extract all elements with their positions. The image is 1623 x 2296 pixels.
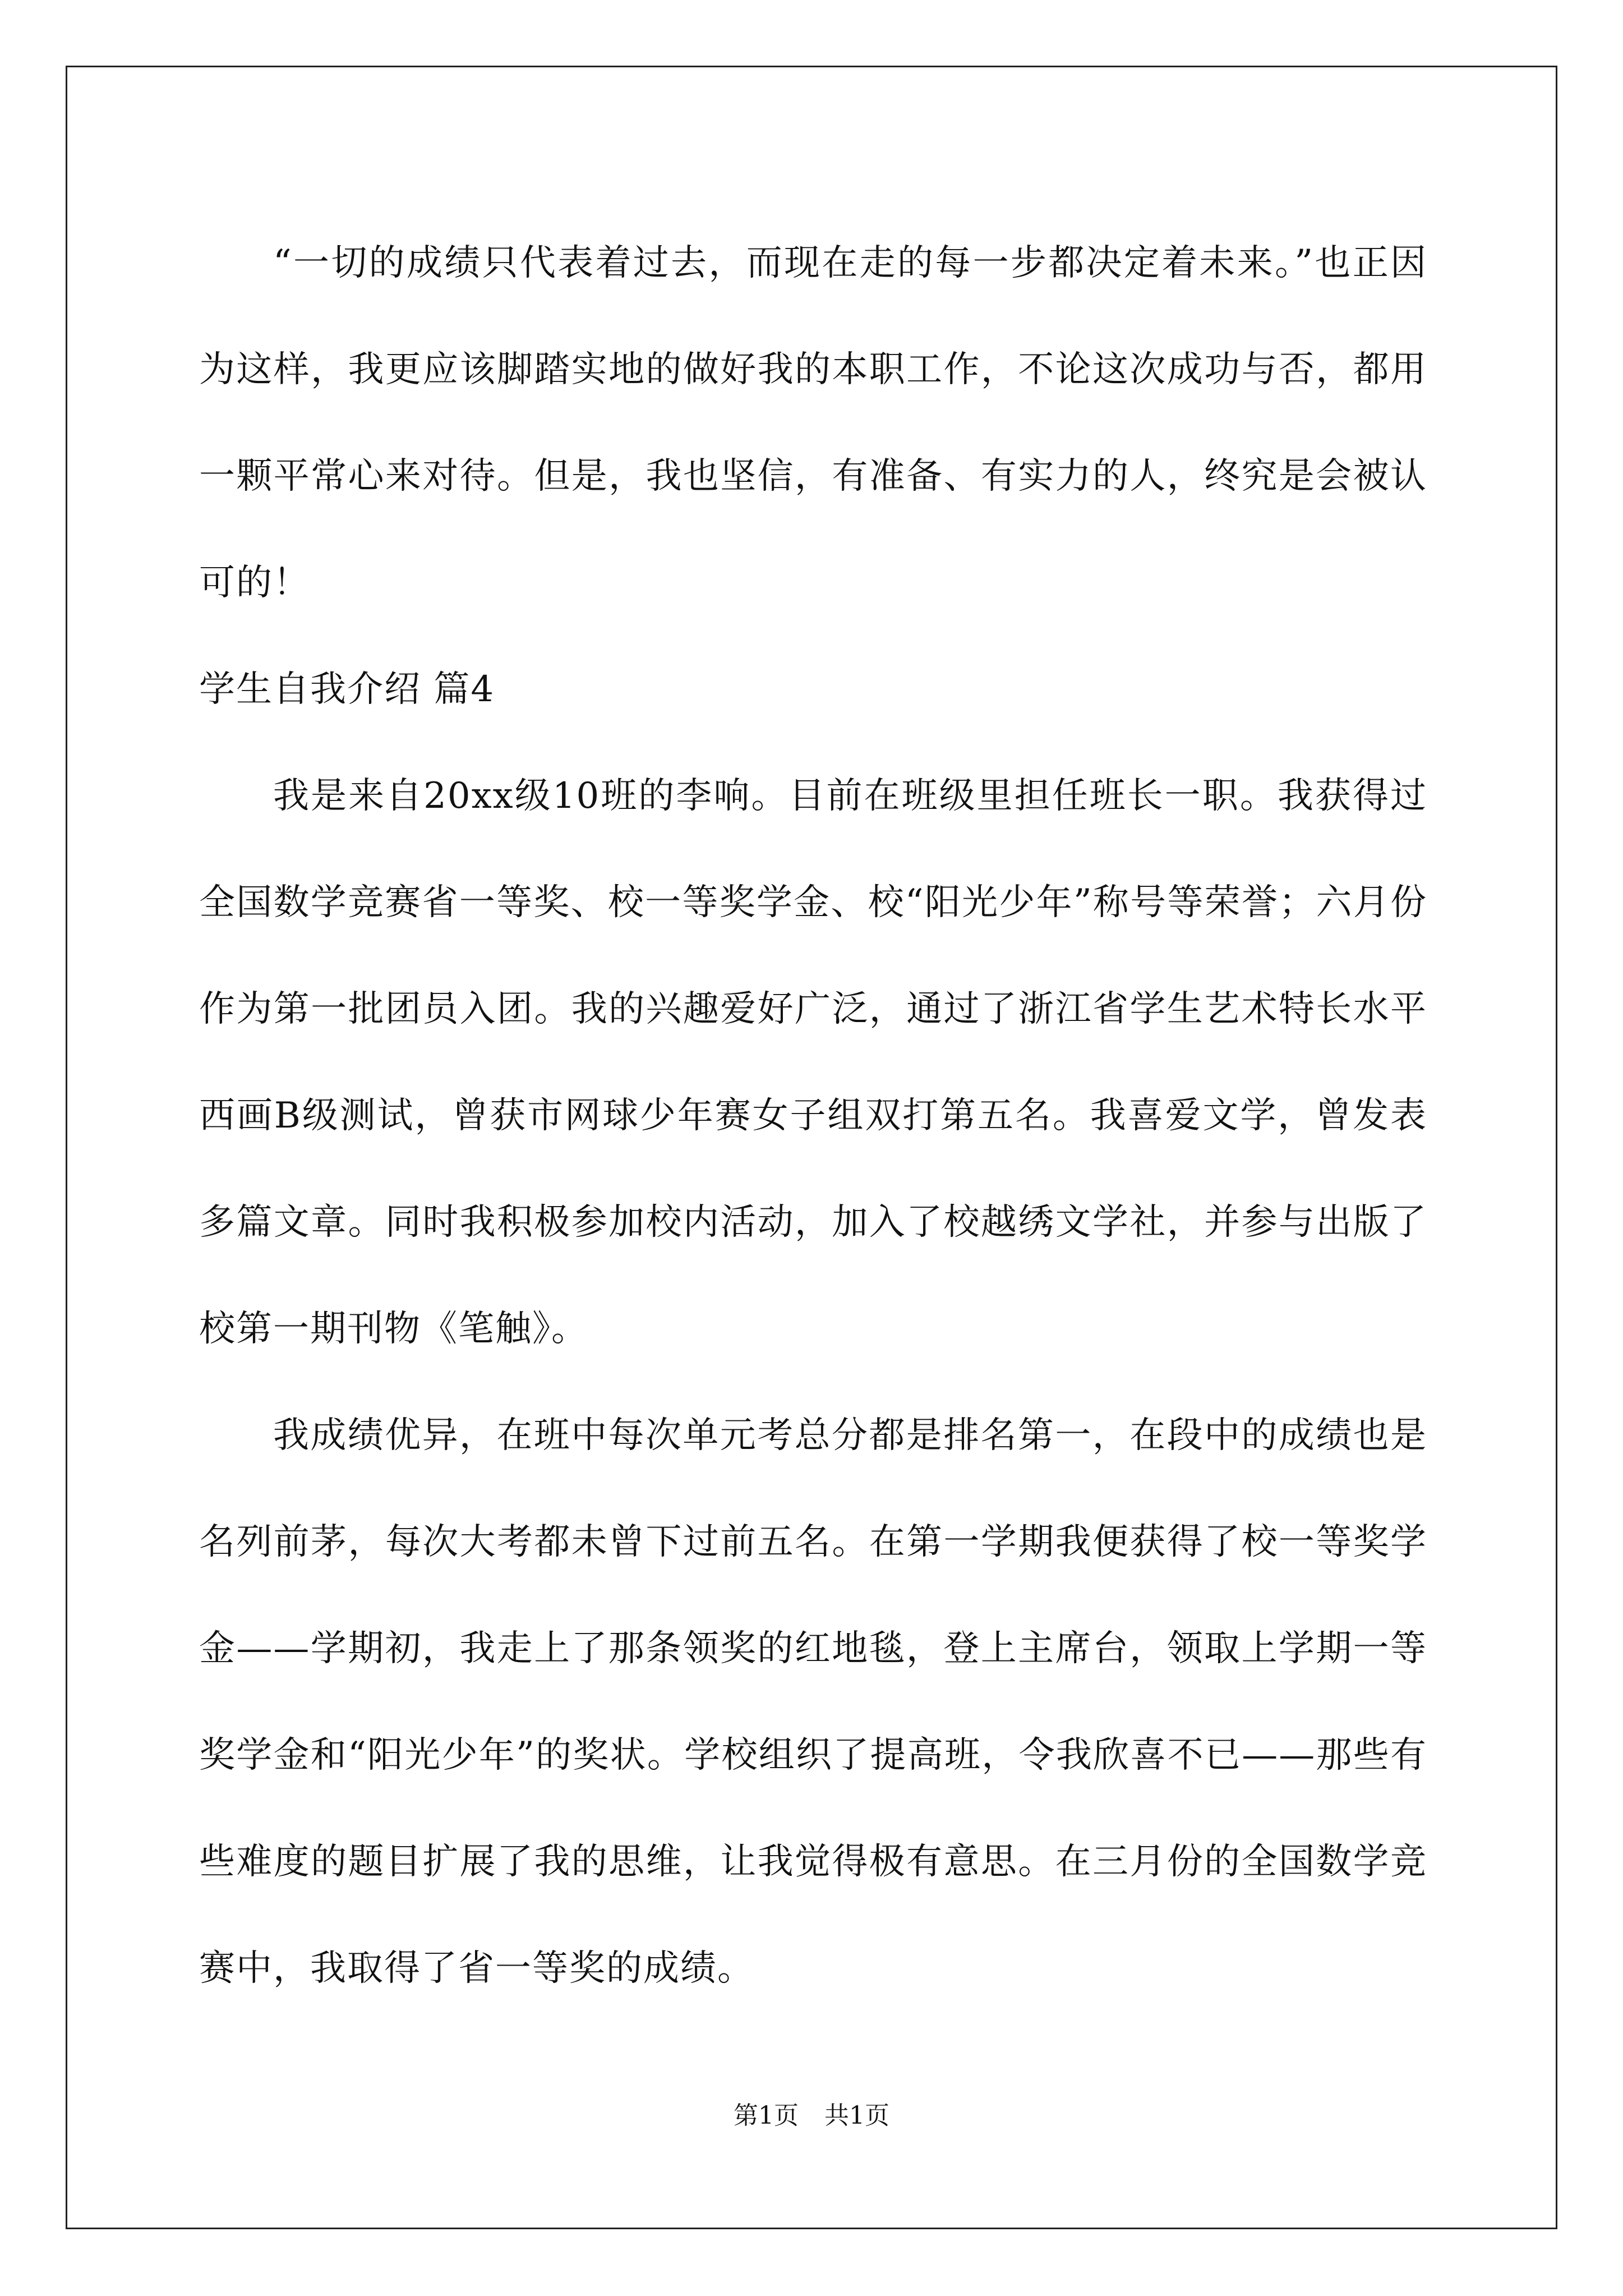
page-number-current: 第1页	[734, 2101, 799, 2130]
paragraph-2: 我是来自20xx级10班的李响。目前在班级里担任班长一职。我获得过全国数学竞赛省一等奖、校一等奖学金、校“阳光少年”称号等荣誉；六月份作为第一批团员入团。我的兴趣爱好广泛，通过了浙江省学生艺术特长水平西画B级测试，曾获市网球少年赛女子组双打第五名。我喜爱文学，曾发表多篇文章。同时我积极参加校内活动，加入了校越绣文学社，并参与出版了校第一期刊物《笔触》。	[199, 775, 1427, 1350]
page-footer	[0, 2099, 1623, 2133]
paragraph-3: 我成绩优异，在班中每次单元考总分都是排名第一，在段中的成绩也是名列前茅，每次大考都未曾下过前五名。在第一学期我便获得了校一等奖学金——学期初，我走上了那条领奖的红地毯，登上主席台，领取上学期一等奖学金和“阳光少年”的奖状。学校组织了提高班，令我欣喜不已——那些有些难度的题目扩展了我的思维，让我觉得极有意思。在三月份的全国数学竞赛中，我取得了省一等奖的成绩。	[199, 1415, 1427, 1989]
page-number-total: 共1页	[824, 2101, 889, 2130]
paragraph-1: “一切的成绩只代表着过去，而现在走的每一步都决定着未来。”也正因为这样，我更应该脚踏实地的做好我的本职工作，不论这次成功与否，都用一颗平常心来对待。但是，我也坚信，有准备、有实力的人，终究是会被认可的！	[199, 242, 1427, 604]
document-body	[199, 210, 1427, 2022]
section-heading: 学生自我介绍 篇4	[199, 669, 495, 710]
